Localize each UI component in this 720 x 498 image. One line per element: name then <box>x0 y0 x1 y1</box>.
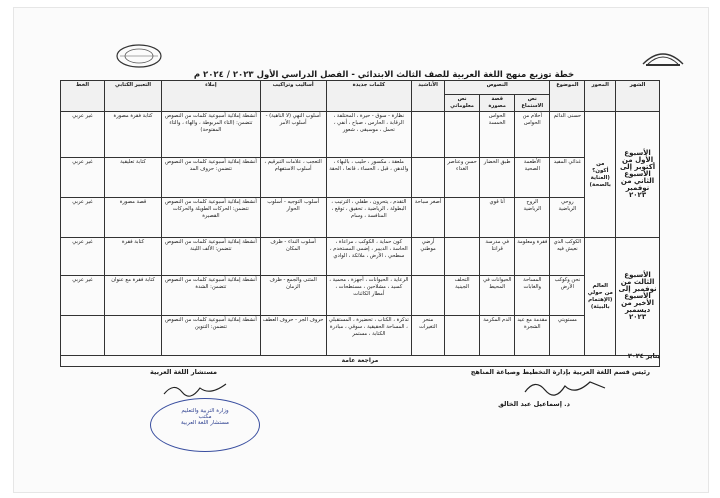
document-date: يناير ٢٠٢٤ <box>627 352 660 360</box>
header-listening: نص الاستماع <box>515 95 550 112</box>
table-row <box>61 158 660 198</box>
topic-cell: الكوكب الذي نعيش فيه <box>550 238 585 276</box>
info-cell <box>445 316 480 356</box>
topic-cell: مستويتي <box>550 316 585 356</box>
header-poetry: الأناشيد <box>412 81 445 112</box>
story-cell: الحيوانات في المحيط <box>480 276 515 316</box>
poetry-cell: أصغر سباحة <box>412 198 445 238</box>
table-row <box>61 276 660 316</box>
right-signature-title: رئيس قسم اللغة العربية بإدارة التخطيط وصياغة المناهج <box>470 368 650 376</box>
listening-cell: فقرة ومعلومة <box>515 238 550 276</box>
axis-cell: من أكون؟ (العناية بالصحة) <box>585 112 616 238</box>
left-handwritten-signature <box>160 380 230 400</box>
official-stamp <box>150 398 260 452</box>
styles-cell: أسلوب النداء - ظرف المكان <box>260 238 326 276</box>
header-creative-writing: التعبير الكتابي <box>104 81 161 112</box>
header-topic: الموضوع <box>550 81 585 112</box>
writing-cell: أنشطة إملائية أسبوعية كلمات من النصوص تتضمن: حروف المد <box>162 158 261 198</box>
header-texts: النصوص <box>445 81 550 95</box>
writing-cell: أنشطة إملائية أسبوعية كلمات من النصوص تتضمن: الشدة <box>162 276 261 316</box>
info-cell: حسن وعناصر الغذاء <box>445 158 480 198</box>
styles-cell: التعجب ، علامات التبرقيم ، أسلوب الاستفهام <box>260 158 326 198</box>
table-row <box>61 238 660 276</box>
story-cell: طبق الخضار <box>480 158 515 198</box>
hand-cell: غير عربي <box>61 198 105 238</box>
info-cell: التحلف الجينية <box>445 276 480 316</box>
ministry-logo-right <box>638 42 688 70</box>
header-styles: أساليب وتراكيب <box>260 81 326 112</box>
words-cell: تذكرة ، الكتاب ، تحضيرة ، المستقبلي ، المساحة الحقيقية ، سوقي ، مبادرة الكتابة ، مستمر <box>326 316 412 356</box>
poetry-cell <box>412 276 445 316</box>
words-cell: نظارة - سوق - حيرة ، المختلفة ، الرقابة ، الحارس ، صباح ، أنفي ، تحمل ، موسيقى ، شعور <box>326 112 412 158</box>
story-cell: أنا قوي <box>480 198 515 238</box>
header-info: نص معلوماتي <box>445 95 480 112</box>
stamp-line-2: مكتب <box>198 414 212 420</box>
curriculum-table <box>60 80 660 367</box>
left-signature-title: مستشار اللغة العربية <box>150 368 217 376</box>
emblem-logo-left <box>114 42 164 70</box>
hand-cell <box>61 316 105 356</box>
topic-cell: حسنى الدائم <box>550 112 585 158</box>
listening-cell: أحلام من الحواس <box>515 112 550 158</box>
poetry-cell: منحر التغيرات <box>412 316 445 356</box>
info-cell <box>445 112 480 158</box>
writing-cell: أنشطة إملائية أسبوعية كلمات من النصوص تتضمن: الحركات الطويلة والحركات القصيرة <box>162 198 261 238</box>
poetry-cell: أرضي موطني <box>412 238 445 276</box>
hand-cell: غير عربي <box>61 158 105 198</box>
header-story: قصة مصورة <box>480 95 515 112</box>
words-cell: ملعقة ، مكسور ، حليب ، بالبهاء ، والدهن ، قبل ، الحساء ، قانعا ، الحقة <box>326 158 412 198</box>
writing-cell: أنشطة إملائية أسبوعية كلمات من النصوص تتضمن: الألف اللينة <box>162 238 261 276</box>
creative-cell: كتابة فقرة <box>104 238 161 276</box>
story-cell: في مدرسة قرانتا <box>480 238 515 276</box>
review-cell: مراجعة عامة <box>61 356 660 367</box>
topic-cell: غذائي المفيد <box>550 158 585 198</box>
table-row <box>61 112 660 158</box>
creative-cell <box>104 316 161 356</box>
info-cell <box>445 198 480 238</box>
styles-cell: المثنى والجمع - ظرف الزمان <box>260 276 326 316</box>
listening-cell: الأطعمة الصحية <box>515 158 550 198</box>
month-cell: الأسبوع الثالث من نوفمبر إلى الأسبوع الأخير من ديسمبر ٢٠٢٣ <box>616 238 660 356</box>
header-axis: المحور <box>585 81 616 112</box>
words-cell: الرعاية ، الحيوانات ، أجهزة ، محمية ، كسيد ، مشلاحين ، مستطحات ، أمطار الكائنات <box>326 276 412 316</box>
right-signature-name: د. إسماعيل عبد الخالق <box>498 400 570 408</box>
writing-cell: أنشطة إملائية أسبوعية كلمات من النصوص تتضمن: التنوين <box>162 316 261 356</box>
hand-cell: غير عربي <box>61 112 105 158</box>
header-month: الشهر <box>616 81 660 112</box>
poetry-cell <box>412 158 445 198</box>
creative-cell: كتابة فقرة مع عنوان <box>104 276 161 316</box>
hand-cell: غير عربي <box>61 276 105 316</box>
page-title: خطة توزيع منهج اللغة العربية للصف الثالث الابتدائي - الفصل الدراسي الأول ٢٠٢٣ / ٢٠٢٤ م <box>193 70 575 80</box>
styles-cell: أسلوب التوجيه - أسلوب الحوار <box>260 198 326 238</box>
poetry-cell <box>412 112 445 158</box>
listening-cell: مقدمة مع عيد الشجرة <box>515 316 550 356</box>
table-header-row <box>61 81 660 95</box>
stamp-line-1: وزارة التربية والتعليم <box>181 408 229 414</box>
topic-cell: روحي الرياضية <box>550 198 585 238</box>
stamp-line-3: مستشار اللغة العربية <box>181 420 229 426</box>
story-cell: الحواس الخمسة <box>480 112 515 158</box>
styles-cell: حروف الجر - حروف العطف <box>260 316 326 356</box>
words-cell: التقدم ، يتحرون ، طفلي ، الترتيب ، البطولة ، الرياضية ، تحقيق ، توقع ، المنافسة ، وسام <box>326 198 412 238</box>
writing-cell: أنشطة إملائية أسبوعية كلمات من النصوص تتضمن: (التاء المربوطة ، والهاء ، والتاء المفتوحة) <box>162 112 261 158</box>
topic-cell: نحن وكوكب الأرض <box>550 276 585 316</box>
header-new-words: كلمات جديدة <box>326 81 412 112</box>
hand-cell: غير عربي <box>61 238 105 276</box>
creative-cell: كتابة تعليقية <box>104 158 161 198</box>
right-handwritten-signature <box>520 376 610 400</box>
info-cell <box>445 238 480 276</box>
story-cell: الدم المكرمة <box>480 316 515 356</box>
styles-cell: أسلوب النهي (لا الناهية) - أسلوب الأمر <box>260 112 326 158</box>
creative-cell: قصة مصورة <box>104 198 161 238</box>
table-row <box>61 316 660 356</box>
month-cell: الأسبوع الأول من أكتوبر إلى الأسبوع الثاني من نوفمبر ٢٠٢٣ <box>616 112 660 238</box>
listening-cell: الروح الرياضية <box>515 198 550 238</box>
creative-cell: كتابة فقرة مصورة <box>104 112 161 158</box>
header-handwriting: الخط <box>61 81 105 112</box>
listening-cell: المساحة والغابات <box>515 276 550 316</box>
header-writing: إملاء <box>162 81 261 112</box>
words-cell: كون حماية ، الكوكب ، مراعاة ، الحاسة ، الدبيبر ، إضمى المستخدم ، سطحي ، الأرض ، ملائكة ، الوادي <box>326 238 412 276</box>
table-row <box>61 198 660 238</box>
axis-cell: العالم من حولي (الإهتمام بالبيئة) <box>585 238 616 356</box>
